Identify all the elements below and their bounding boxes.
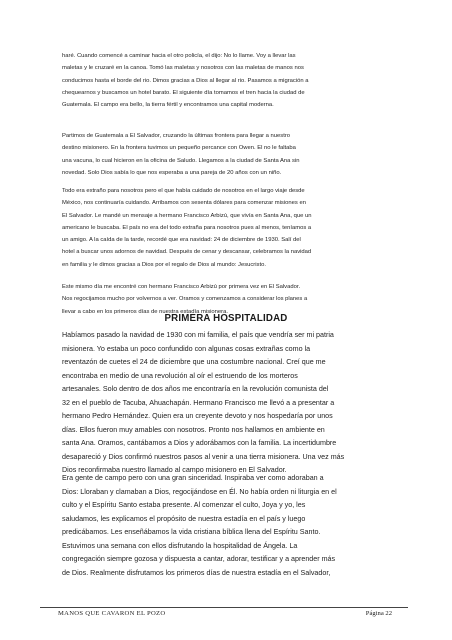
paragraph: Habíamos pasado la navidad de 1930 con mi familia, el país que vendría ser mi patria misionera. Yo estaba un poco confundido con algunas cosas extrañas como la reventazón de cuetes el 24 de diciembre que una costumbre nacional. Creí que me encontraba en medio de una revolución al oír el estruendo de los morteros artesanales. Solo dentro de dos años me encontraría en la revolución comunista del 32 en el pueblo de Tacuba, Ahuachapán. Hermano Francisco me llevó a a presentar a hermano Pedro Hernández. Quien era un creyente devoto y nos hospedaría por unos días. Ellos fueron muy amables con nosotros. Pronto nos hallamos en ambiente en santa Ana. Oramos, cantábamos a Dios y adorábamos con la familia. La incertidumbre desapareció y Dios confirmó nuestros pasos al venir a una tierra misionera. Una vez más Dios reconfirmaba nuestro llamado al campo misionero en El Salvador. [62,331,345,475]
paragraph: haré. Cuando comencé a caminar hacia el otro policía, el dijo: No lo llame. Voy a llevar las maletas y le cruzaré en la canoa. Tomó las maletas y nosotros con las maletas de manos nos conducimos hasta el borde del rio. Dimos gracias a Dios al llegar al rio. Pasamos a migración a chequearnos y buscamos un hotel barato. El siguiente día tomamos el tren hacia la ciudad de Guatemala. El campo era bello, la tierra fértil y encontramos una capital moderna. [62,53,309,109]
paragraph: Este mismo día me encontré con hermano Francisco Arbizú por primera vez en El Salvador. Nos regocijamos mucho por volvernos a ver. Oramos y comenzamos a considerar los planes a llevar a cabo en los primeros días de nuestra estadía misionera. [62,284,308,315]
section-heading: PRIMERA HOSPITALIDAD [164,313,288,324]
paragraph: Era gente de campo pero con una gran sinceridad. Inspiraba ver como adoraban a Dios: Lloraban y clamaban a Dios, regocijándose en Él. No había orden ni liturgia en el culto y el Espíritu Santo estaba presente. Al comenzar el culto, Joya y yo, les saludamos, les explicamos el propósito de nuestra estadía en el país y luego predicábamos. Les enseñábamos la vida cristiana bíblica llena del Espíritu Santo. Estuvimos una semana con ellos disfrutando la hospitalidad de Ángela. La congregación siempre gozosa y dispuesta a cantar, adorar, testificar y a aprender más de Dios. Realmente disfrutamos los primeros días de nuestra estadía en el Salvador, [62,474,337,577]
paragraph: Partimos de Guatemala a El Salvador, cruzando la últimas frontera para llegar a nuestro destino misionero. En la frontera tuvimos un pequeño percance con Owen. El no le faltaba una vacuna, lo cual hicieron en la oficina de Saludo. Llegamos a la ciudad de Santa Ana sin novedad. Solo Dios sabía lo que nos esperaba a una pareja de 20 años con un niño. [62,133,300,176]
footer-divider [40,607,408,608]
paragraph: Todo era extraño para nosotros pero el que había cuidado de nosotros en el largo viaje desde México, nos continuaría cuidando. Arribamos con sesenta dólares para comenzar misiones en El Salvador. Le mandé un mensaje a hermano Francisco Arbizú, que vivía en Santa Ana, que un americano le buscaba. El país no era del todo extraña para nosotros pues al menos, teníamos a un amigo. A la caída de la tarde, recordé que era navidad: 24 de diciembre de 1930. Salí del hotel a buscar unos adornos de navidad. Después de cenar y descansar, celebramos la navidad en familia y le dimos gracias a Dios por el regalo de Dios al mundo: Jesucristo. [62,188,312,268]
footer-book-title: MANOS QUE CAVARON EL POZO [58,610,166,617]
footer-page-number: Página 22 [365,610,392,617]
